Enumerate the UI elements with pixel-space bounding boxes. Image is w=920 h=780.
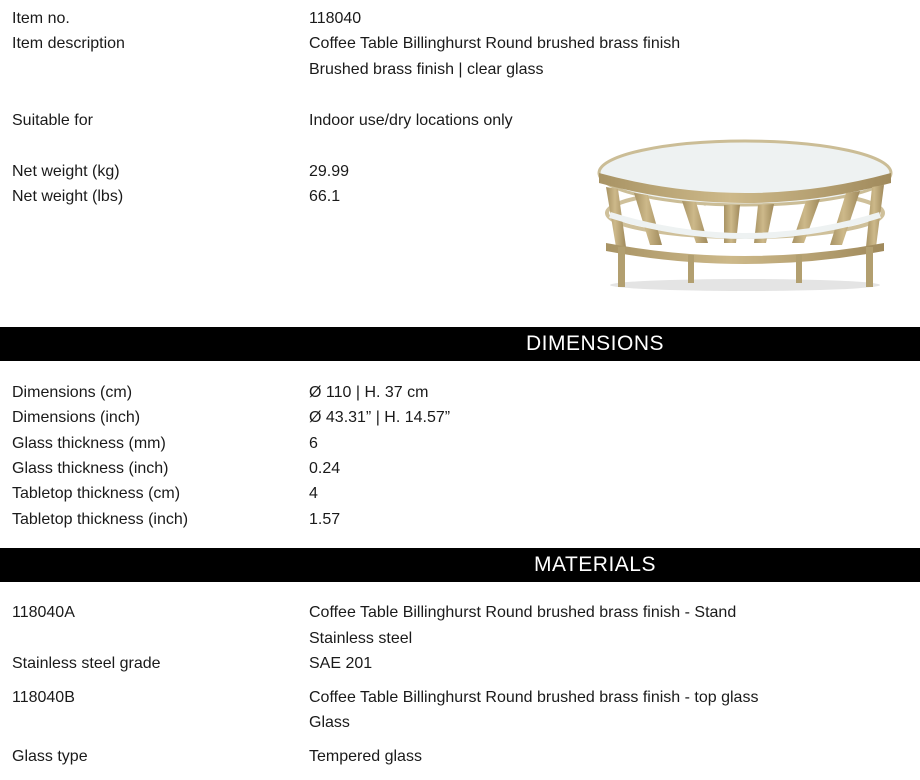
item-description-line2: Brushed brass finish | clear glass: [309, 61, 544, 78]
steel-grade-row: [0, 651, 920, 676]
dimension-label: Glass thickness (inch): [12, 460, 169, 477]
item-description-label: Item description: [12, 35, 125, 52]
material-part-a-row: [0, 600, 920, 625]
steel-grade-value: SAE 201: [309, 655, 373, 672]
material-part-b-row: [0, 685, 920, 710]
dimension-label: Glass thickness (mm): [12, 435, 166, 452]
material-part-a-label: 118040A: [12, 604, 75, 621]
steel-grade-label: Stainless steel grade: [12, 655, 161, 672]
material-part-a-description: Coffee Table Billinghurst Round brushed brass finish - Stand: [309, 604, 737, 621]
product-image: [596, 135, 894, 295]
material-part-b-material: Glass: [309, 714, 350, 731]
dimension-label: Tabletop thickness (inch): [12, 511, 189, 528]
item-description-row-2: [0, 57, 920, 82]
item-no-row: [0, 6, 920, 31]
glass-type-label: Glass type: [12, 748, 88, 765]
dimension-label: Tabletop thickness (cm): [12, 485, 181, 502]
dimensions-heading: DIMENSIONS: [525, 332, 664, 355]
material-part-a-row-2: [0, 626, 920, 651]
materials-heading: MATERIALS: [534, 553, 656, 576]
glass-type-row: [0, 744, 920, 769]
dimension-value: 0.24: [309, 460, 341, 477]
item-description-row: [0, 31, 920, 56]
dimensions-section-header: [0, 327, 920, 361]
dimension-row: [0, 405, 920, 430]
glass-type-value: Tempered glass: [309, 748, 422, 765]
dimension-label: Dimensions (cm): [12, 384, 133, 401]
suitable-for-row: [0, 108, 920, 133]
dimension-value: Ø 110 | H. 37 cm: [309, 384, 429, 401]
dimension-row: [0, 507, 920, 532]
net-weight-lbs-value: 66.1: [309, 188, 341, 205]
material-part-b-label: 118040B: [12, 689, 75, 706]
dimension-row: [0, 431, 920, 456]
suitable-for-value: Indoor use/dry locations only: [309, 112, 513, 129]
net-weight-lbs-label: Net weight (lbs): [12, 188, 124, 205]
item-description-line1: Coffee Table Billinghurst Round brushed brass finish: [309, 35, 681, 52]
net-weight-kg-value: 29.99: [309, 163, 350, 180]
materials-section-header: [0, 548, 920, 582]
dimension-label: Dimensions (inch): [12, 409, 141, 426]
dimension-value: 1.57: [309, 511, 341, 528]
dimension-row: [0, 456, 920, 481]
item-no-label: Item no.: [12, 10, 70, 27]
material-part-a-material: Stainless steel: [309, 630, 413, 647]
dimension-value: Ø 43.31” | H. 14.57”: [309, 409, 451, 426]
item-no-value: 118040: [309, 10, 362, 27]
dimension-value: 4: [309, 485, 318, 502]
material-part-b-row-2: [0, 710, 920, 735]
suitable-for-label: Suitable for: [12, 112, 93, 129]
net-weight-kg-label: Net weight (kg): [12, 163, 120, 180]
material-part-b-description: Coffee Table Billinghurst Round brushed brass finish - top glass: [309, 689, 759, 706]
dimension-row: [0, 481, 920, 506]
dimension-value: 6: [309, 435, 318, 452]
dimension-row: [0, 380, 920, 405]
